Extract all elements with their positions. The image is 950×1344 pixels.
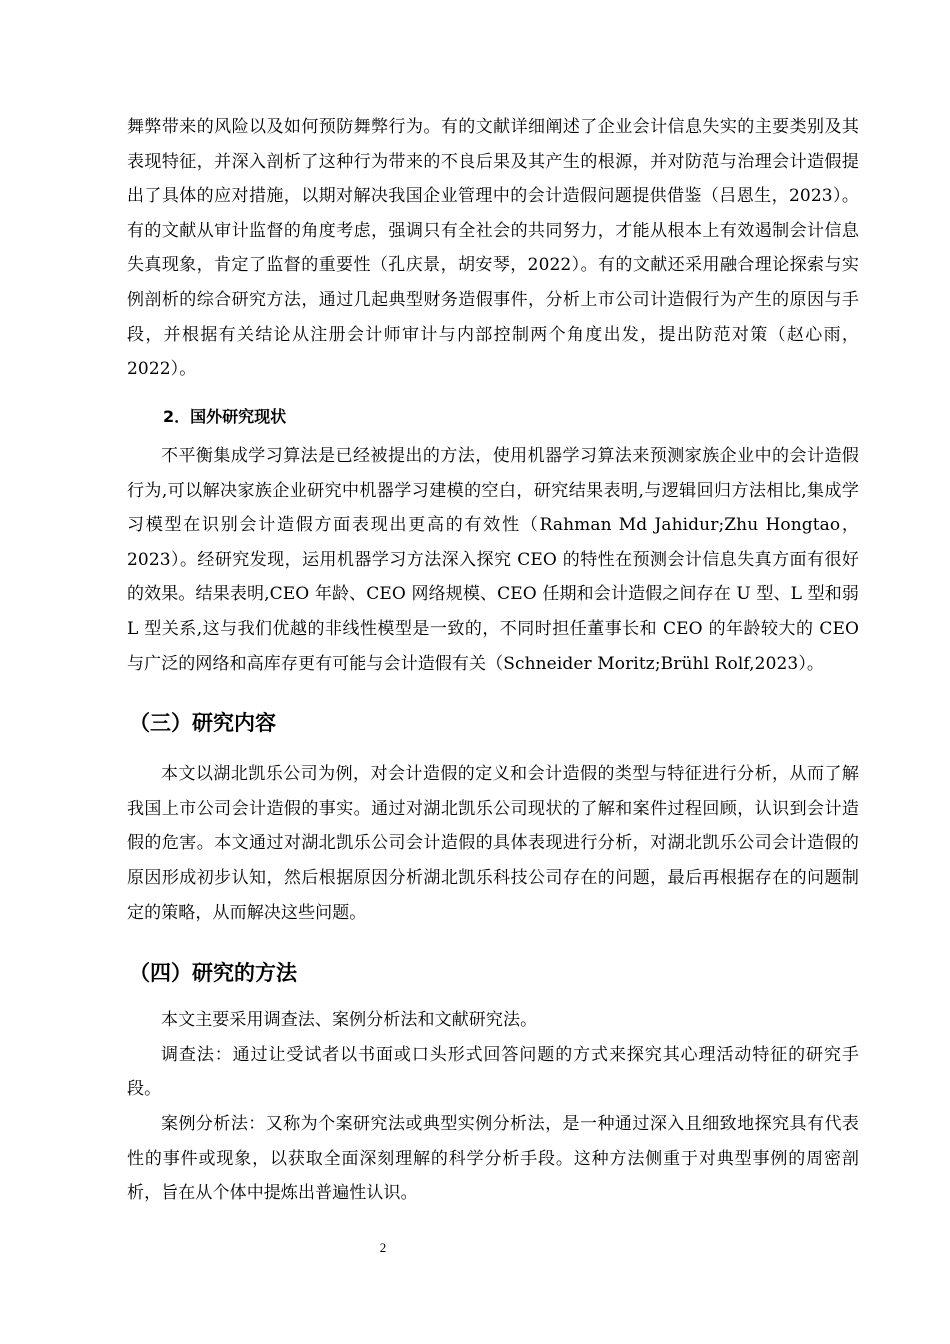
paragraph-foreign-research: 不平衡集成学习算法是已经被提出的方法，使用机器学习算法来预测家族企业中的会计造假行为,可以解决家族企业研究中机器学习建模的空白，研究结果表明,与逻辑回归方法相比,集成学习模型在识别会计造假方面表现出更高的有效性（Rahman Md Jahidur;Zhu Hongtao，2023）。经研究发现，运用机器学习方法深入探究 CEO 的特性在预测会计信息失真方面有很好的效果。结果表明,CEO 年龄、CEO 网络规模、CEO 任期和会计造假之间存在 U 型、L 型和弱 L 型关系,这与我们优越的非线性模型是一致的，不同时担任董事长和 CEO 的年龄较大的 CEO 与广泛的网络和高库存更有可能与会计造假有关（Schneider Moritz;Brühl Rolf,2023）。 <box>127 446 859 674</box>
subheading-foreign-research: 2．国外研究现状 <box>163 407 287 426</box>
paragraph-domestic-literature: 舞弊带来的风险以及如何预防舞弊行为。有的文献详细阐述了企业会计信息失实的主要类别及其表现特征，并深入剖析了这种行为带来的不良后果及其产生的根源，并对防范与治理会计造假提出了具体的应对措施，以期对解决我国企业管理中的会计造假问题提供借鉴（吕恩生，2023）。有的文献从审计监督的角度考虑，强调只有全社会的共同努力，才能从根本上有效遏制会计信息失真现象，肯定了监督的重要性（孔庆景，胡安琴，2022）。有的文献还采用融合理论探索与实例剖析的综合研究方法，通过几起典型财务造假事件，分析上市公司计造假行为产生的原因与手段，并根据有关结论从注册会计师审计与内部控制两个角度出发，提出防范对策（赵心雨，2022）。 <box>127 117 859 380</box>
paragraph-methods-intro: 本文主要采用调查法、案例分析法和文献研究法。 <box>161 1010 538 1031</box>
section-title-research-content: （三）研究内容 <box>129 711 276 736</box>
section-title-research-methods: （四）研究的方法 <box>129 961 297 986</box>
document-page <box>127 110 859 1211</box>
paragraph-research-content: 本文以湖北凯乐公司为例，对会计造假的定义和会计造假的类型与特征进行分析，从而了解我国上市公司会计造假的事实。通过对湖北凯乐公司现状的了解和案件过程回顾，认识到会计造假的危害。本文通过对湖北凯乐公司会计造假的具体表现进行分析，对湖北凯乐公司会计造假的原因形成初步认知，然后根据原因分析湖北凯乐科技公司存在的问题，最后再根据存在的问题制定的策略，从而解决这些问题。 <box>127 764 859 923</box>
paragraph-survey-method: 调查法：通过让受试者以书面或口头形式回答问题的方式来探究其心理活动特征的研究手段。 <box>127 1044 859 1100</box>
page-number: 2 <box>379 1240 387 1255</box>
paragraph-case-analysis-method: 案例分析法：又称为个案研究法或典型实例分析法，是一种通过深入且细致地探究具有代表性的事件或现象，以获取全面深刻理解的科学分析手段。这种方法侧重于对典型事例的周密剖析，旨在从个体中提炼出普遍性认识。 <box>127 1113 859 1204</box>
